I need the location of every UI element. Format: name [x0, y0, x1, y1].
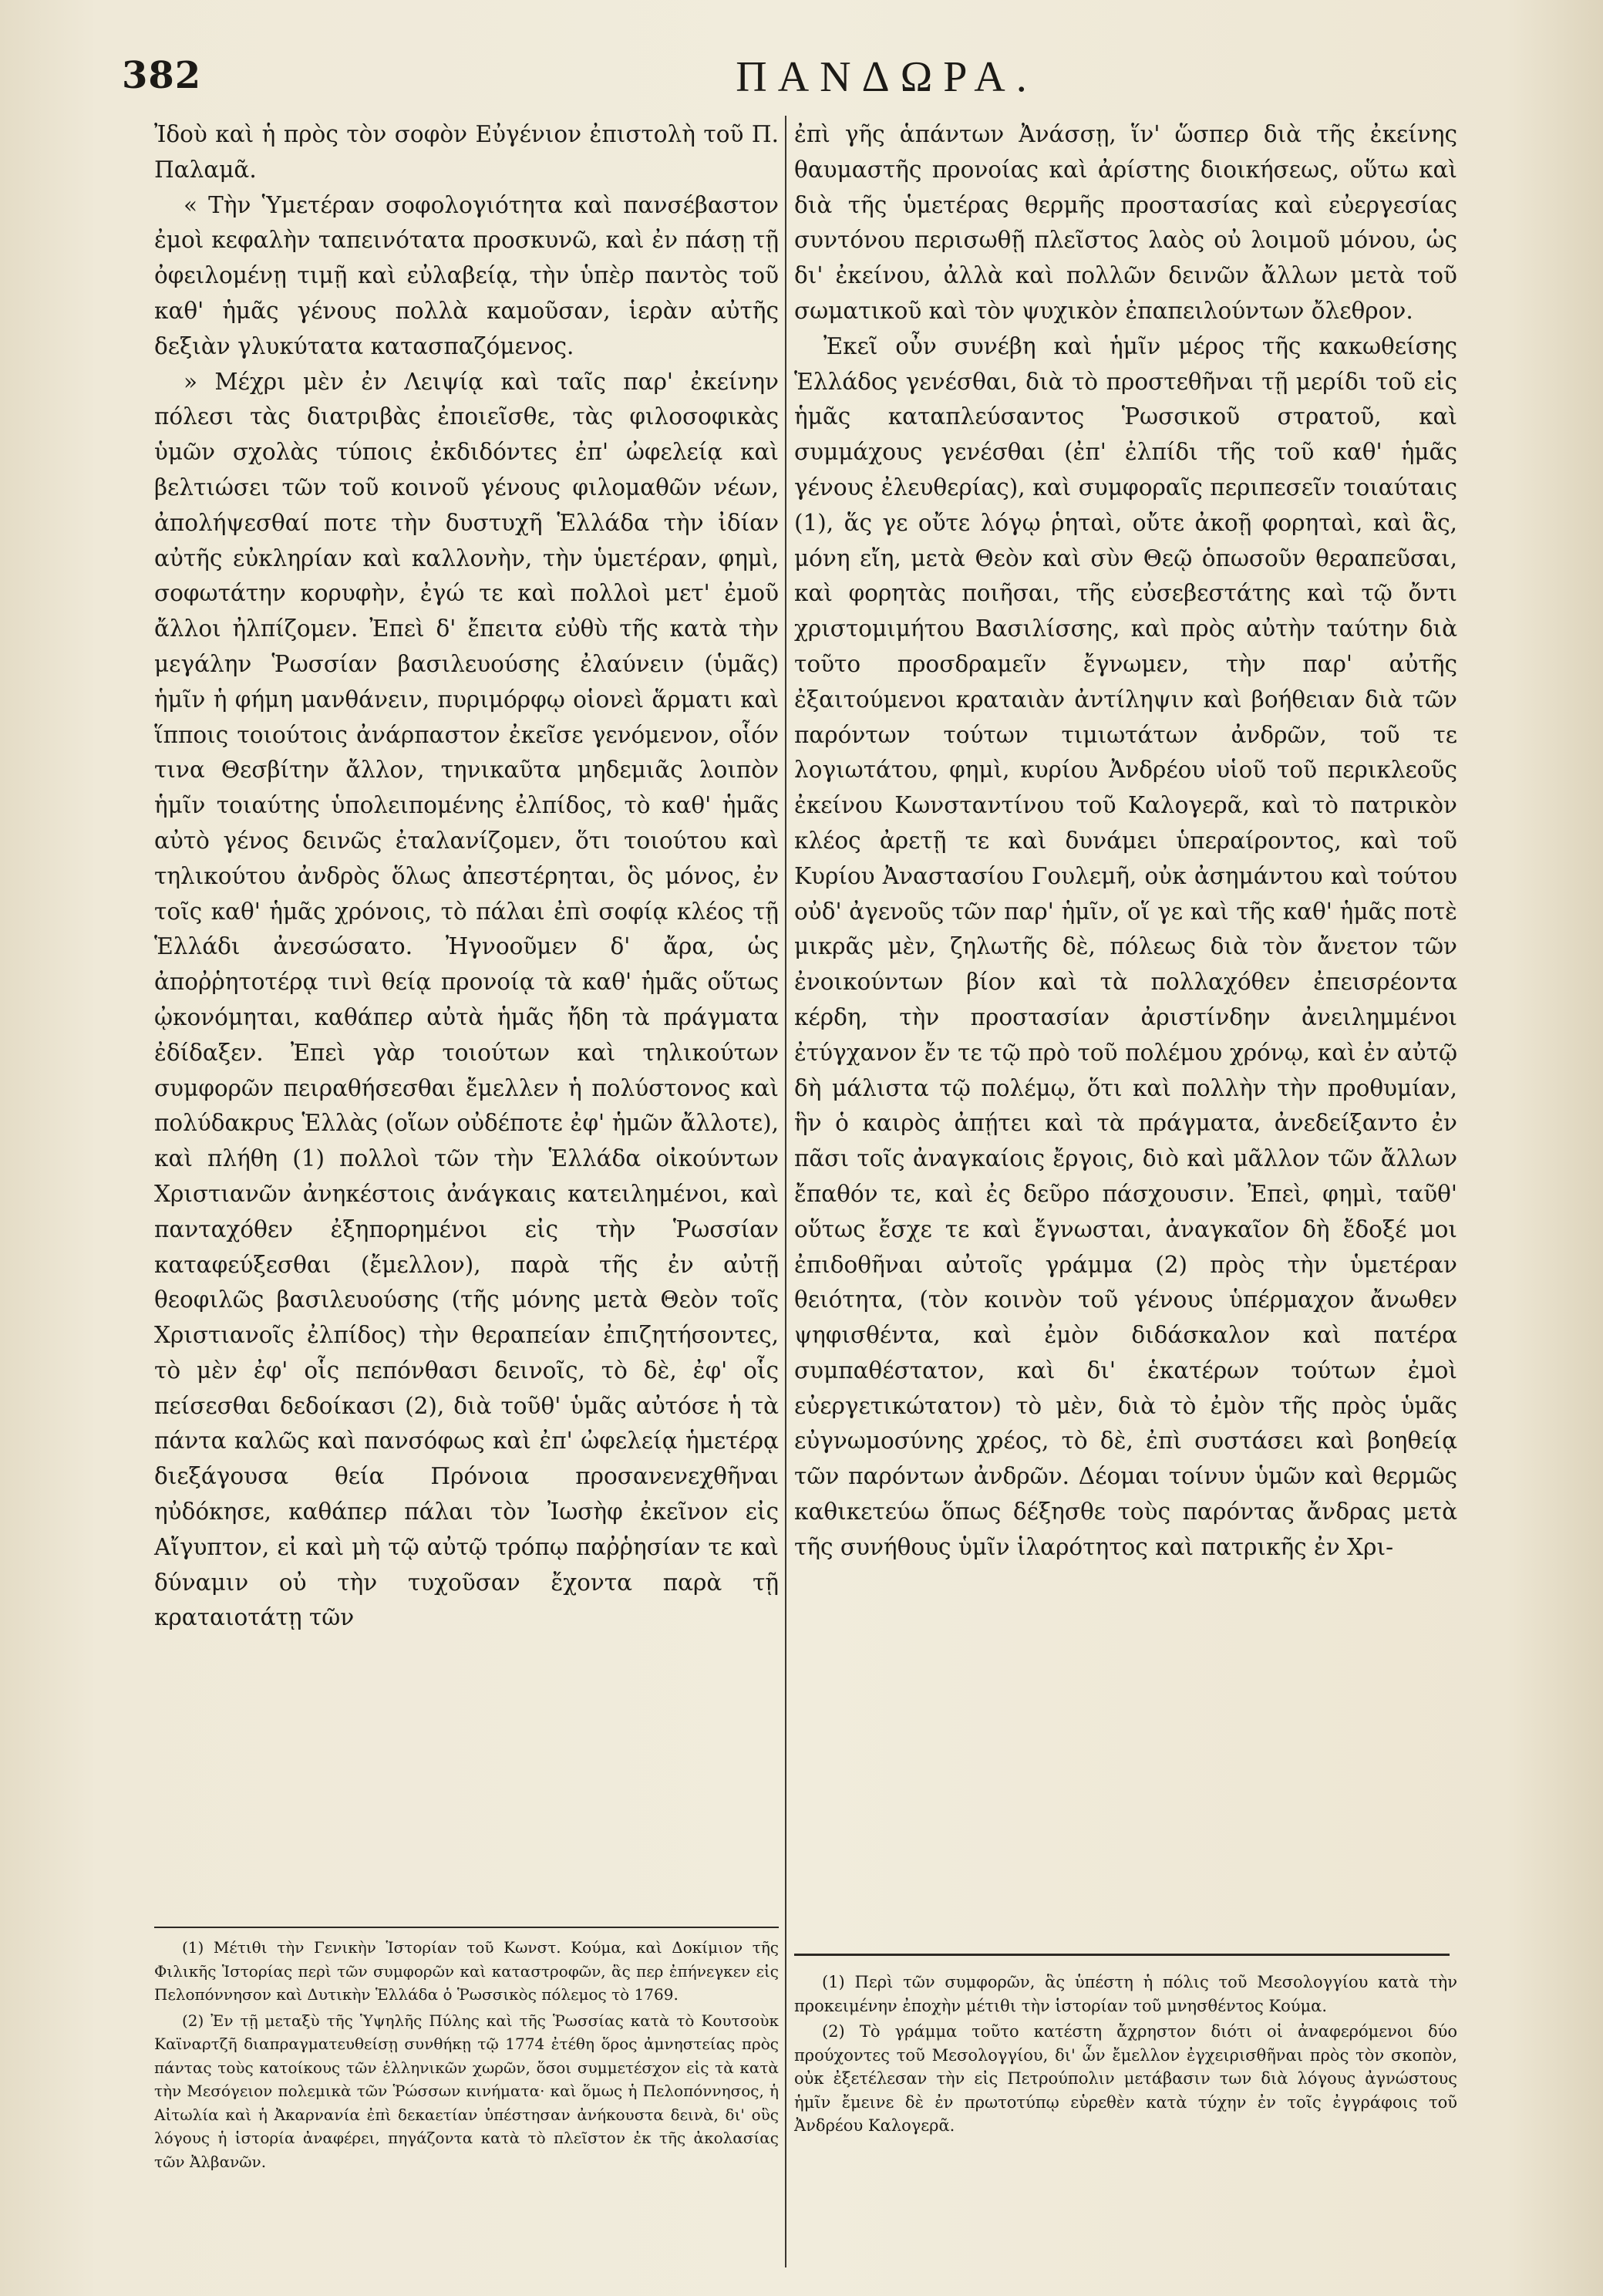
footnotes-right	[794, 1971, 1457, 2140]
footnote-rule-right	[794, 1954, 1450, 1956]
left-column	[154, 117, 779, 1636]
page-number: 382	[122, 54, 202, 97]
left-paragraph-2: « Τὴν Ὑμετέραν σοφολογιότητα καὶ πανσέβαστον ἐμοὶ κεφαλὴν ταπεινότατα προσκυνῶ, καὶ ἐν πάσῃ τῇ ὀφειλομένῃ τιμῇ καὶ εὐλαβείᾳ, τὴν ὑπὲρ παντὸς τοῦ καθ' ἡμᾶς γένους πολλὰ καμοῦσαν, ἱερὰν αὐτῆς δεξιὰν γλυκύτατα κατασπαζόμενος.	[154, 191, 779, 359]
left-paragraph-3: » Μέχρι μὲν ἐν Λειψίᾳ καὶ ταῖς παρ' ἐκείνην πόλεσι τὰς διατριβὰς ἐποιεῖσθε, τὰς φιλοσοφικὰς ὑμῶν σχολὰς τύποις ἐκδιδόντες ἐπ' ὠφελείᾳ καὶ βελτιώσει τῶν τοῦ κοινοῦ γένους φιλομαθῶν νέων, ἀπολήψεσθαί ποτε τὴν δυστυχῆ Ἑλλάδα τὴν ἰδίαν αὐτῆς εὐκληρίαν καὶ καλλονὴν, τὴν ὑμετέραν, φημὶ, σοφωτάτην κορυφὴν, ἐγώ τε καὶ πολλοὶ μετ' ἐμοῦ ἄλλοι ἠλπίζομεν. Ἐπεὶ δ' ἔπειτα εὐθὺ τῆς κατὰ τὴν μεγάλην Ῥωσσίαν βασιλευούσης ἐλαύνειν (ὑμᾶς) ἡμῖν ἡ φήμη μανθάνειν, πυριμόρφῳ οἱονεὶ ἅρματι καὶ ἵπποις τοιούτοις ἀνάρπαστον ἐκεῖσε γενόμενον, οἷόν τινα Θεσβίτην ἄλλον, τηνικαῦτα μηδεμιᾶς λοιπὸν ἡμῖν τοιαύτης ὑπολειπομένης ἐλπίδος, τὸ καθ' ἡμᾶς αὐτὸ γένος δεινῶς ἐταλανίζομεν, ὅτι τοιούτου καὶ τηλικούτου ἀνδρὸς ὅλως ἀπεστέρηται, ὃς μόνος, ἐν τοῖς καθ' ἡμᾶς χρόνοις, τὸ πάλαι ἐπὶ σοφίᾳ κλέος τῇ Ἑλλάδι ἀνεσώσατο. Ἠγνοοῦμεν δ' ἄρα, ὡς ἀποῤῥητοτέρᾳ τινὶ θείᾳ προνοίᾳ τὰ καθ' ἡμᾶς οὕτως ᾠκονόμηται, καθάπερ αὐτὰ ἡμᾶς ἤδη τὰ πράγματα ἐδίδαξεν. Ἐπεὶ γὰρ τοιούτων καὶ τηλικούτων συμφορῶν πειραθήσεσθαι ἔμελλεν ἡ πολύστονος καὶ πολύδακρυς Ἑλλὰς (οἵων οὐδέποτε ἐφ' ἡμῶν ἄλλοτε), καὶ πλήθη (1) πολλοὶ τῶν τὴν Ἑλλάδα οἰκούντων Χριστιανῶν ἀνηκέστοις ἀνάγκαις κατειλημένοι, καὶ πανταχόθεν ἐξηπορημένοι εἰς τὴν Ῥωσσίαν καταφεύξεσθαι (ἔμελλον), παρὰ τῆς ἐν αὐτῇ θεοφιλῶς βασιλευούσης (τῆς μόνης μετὰ Θεὸν τοῖς Χριστιανοῖς ἐλπίδος) τὴν θεραπείαν ἐπιζητήσοντες, τὸ μὲν ἐφ' οἷς πεπόνθασι δεινοῖς, τὸ δὲ, ἐφ' οἷς πείσεσθαι δεδοίκασι (2), διὰ τοῦθ' ὑμᾶς αὐτόσε ἡ τὰ πάντα καλῶς καὶ πανσόφως καὶ ἐπ' ὠφελείᾳ ἡμετέρᾳ διεξάγουσα θεία Πρόνοια προσανενεχθῆναι ηὐδόκησε, καθάπερ πάλαι τὸν Ἰωσὴφ ἐκεῖνον εἰς Αἴγυπτον, εἰ καὶ μὴ τῷ αὐτῷ τρόπῳ παῤῥησίαν τε καὶ δύναμιν οὐ τὴν τυχοῦσαν ἔχοντα παρὰ τῇ κραταιοτάτῃ τῶν	[154, 368, 779, 1631]
footnote-rule-left	[154, 1927, 779, 1928]
page-header	[116, 48, 1565, 110]
running-title: ΠΑΝΔΩΡΑ.	[736, 53, 1038, 101]
footnote-right-2: (2) Τὸ γράμμα τοῦτο κατέστη ἄχρηστον διότι οἱ ἀναφερόμενοι δύο προύχοντες τοῦ Μεσολογγίου, δι' ὧν ἔμελλον ἐγχειρισθῆναι πρὸς τὸν σκοπὸν, οὐκ ἐξετέλεσαν τὴν εἰς Πετρούπολιν μετάβασιν των διὰ λόγους ἀγνώστους ἡμῖν ἔμεινε δὲ ἐν πρωτοτύπῳ εὑρεθὲν κατὰ τύχην ἐν τοῖς ἐγγράφοις τοῦ Ἀνδρέου Καλογερᾶ.	[794, 2022, 1457, 2135]
footnote-left-1: (1) Μέτιθι τὴν Γενικὴν Ἱστορίαν τοῦ Κωνστ. Κούμα, καὶ Δοκίμιον τῆς Φιλικῆς Ἱστορίας περὶ τῶν συμφορῶν καὶ καταστροφῶν, ἃς περ ἐπήνεγκεν εἰς Πελοπόννησον καὶ Δυτικὴν Ἑλλάδα ὁ Ῥωσσικὸς πόλεμος τὸ 1769.	[154, 1938, 779, 2004]
footnote-left-2: (2) Ἐν τῇ μεταξὺ τῆς Ὑψηλῆς Πύλης καὶ τῆς Ῥωσσίας κατὰ τὸ Κουτσοὺκ Καϊναρτζῆ διαπραγματευθείσῃ συνθήκῃ τῷ 1774 ἐτέθη ὅρος ἀμνηστείας πρὸς πάντας τοὺς κατοίκους τῶν ἑλληνικῶν χωρῶν, ὅσοι συμμετέσχον εἰς τὰ κατὰ τὴν Μεσόγειον πολεμικὰ τῶν Ῥώσσων κινήματα· καὶ ὅμως ἡ Πελοπόννησος, ἡ Αἰτωλία καὶ ἡ Ἀκαρνανία ἐπὶ δεκαετίαν ὑπέστησαν ἀνήκουστα δεινὰ, δι' οὓς λόγους ἡ ἱστορία ἀναφέρει, πηγάζοντα κατὰ τὸ πλεῖστον ἐκ τῆς ἀκολασίας τῶν Ἀλβανῶν.	[154, 2011, 779, 2171]
left-paragraph-1: Ἰδοὺ καὶ ἡ πρὸς τὸν σοφὸν Εὐγένιον ἐπιστολὴ τοῦ Π. Παλαμᾶ.	[154, 121, 779, 183]
right-paragraph-1: ἐπὶ γῆς ἁπάντων Ἀνάσσῃ, ἵν' ὥσπερ διὰ τῆς ἐκείνης θαυμαστῆς προνοίας καὶ ἀρίστης διοικήσεως, οὕτω καὶ διὰ τῆς ὑμετέρας θερμῆς προστασίας καὶ εὐεργεσίας συντόνου περισωθῇ πλεῖστος λαὸς οὐ λοιμοῦ μόνου, ὡς δι' ἐκείνου, ἀλλὰ καὶ πολλῶν δεινῶν ἄλλων μετὰ τοῦ σωματικοῦ καὶ τὸν ψυχικὸν ἐπαπειλούντων ὄλεθρον.	[794, 121, 1457, 324]
footnote-right-1: (1) Περὶ τῶν συμφορῶν, ἃς ὑπέστη ἡ πόλις τοῦ Μεσολογγίου κατὰ τὴν προκειμένην ἐποχὴν μέτιθι τὴν ἱστορίαν τοῦ μνησθέντος Κούμα.	[794, 1973, 1457, 2015]
right-paragraph-2: Ἐκεῖ οὖν συνέβη καὶ ἡμῖν μέρος τῆς κακωθείσης Ἑλλάδος γενέσθαι, διὰ τὸ προστεθῆναι τῇ μερίδι τοῦ εἰς ἡμᾶς καταπλεύσαντος Ῥωσσικοῦ στρατοῦ, καὶ συμμάχους γενέσθαι (ἐπ' ἐλπίδι τῆς τοῦ καθ' ἡμᾶς γένους ἐλευθερίας), καὶ συμφοραῖς περιπεσεῖν τοιαύταις (1), ἅς γε οὔτε λόγῳ ῥηταὶ, οὔτε ἀκοῇ φορηταὶ, καὶ ἃς, μόνη εἴη, μετὰ Θεὸν καὶ σὺν Θεῷ ὁπωσοῦν θεραπεῦσαι, καὶ φορητὰς ποιῆσαι, τῆς εὐσεβεστάτης καὶ τῷ ὄντι χριστομιμήτου Βασιλίσσης, καὶ πρὸς αὐτὴν ταύτην διὰ τοῦτο προσδραμεῖν ἔγνωμεν, τὴν παρ' αὐτῆς ἐξαιτούμενοι κραταιὰν ἀντίληψιν καὶ βοήθειαν διὰ τῶν παρόντων τούτων τιμιωτάτων ἀνδρῶν, τοῦ τε λογιωτάτου, φημὶ, κυρίου Ἀνδρέου υἱοῦ τοῦ περικλεοῦς ἐκείνου Κωνσταντίνου τοῦ Καλογερᾶ, καὶ τὸ πατρικὸν κλέος ἀρετῇ τε καὶ δυνάμει ὑπεραίροντος, καὶ τοῦ Κυρίου Ἀναστασίου Γουλεμῆ, οὐκ ἀσημάντου καὶ τούτου οὐδ' ἀγενοῦς τῶν παρ' ἡμῖν, οἵ γε καὶ τῆς καθ' ἡμᾶς ποτὲ μικρᾶς μὲν, ζηλωτῆς δὲ, πόλεως διὰ τὸν ἄνετον τῶν ἐνοικούντων βίον καὶ τὰ πολλαχόθεν ἐπεισρέοντα κέρδη, τὴν προστασίαν ἀριστίνδην ἀνειλημμένοι ἐτύγχανον ἔν τε τῷ πρὸ τοῦ πολέμου χρόνῳ, καὶ ἐν αὐτῷ δὴ μάλιστα τῷ πολέμῳ, ὅτι καὶ πολλὴν τὴν προθυμίαν, ἣν ὁ καιρὸς ἀπῄτει καὶ τὰ πράγματα, ἀνεδείξαντο ἐν πᾶσι τοῖς ἀναγκαίοις ἔργοις, διὸ καὶ μᾶλλον τῶν ἄλλων ἔπαθόν τε, καὶ ἐς δεῦρο πάσχουσιν. Ἐπεὶ, φημὶ, ταῦθ' οὕτως ἔσχε τε καὶ ἔγνωσται, ἀναγκαῖον δὴ ἔδοξέ μοι ἐπιδοθῆναι αὐτοῖς γράμμα (2) πρὸς τὴν ὑμετέραν θειότητα, (τὸν κοινὸν τοῦ γένους ὑπέρμαχον ἄνωθεν ψηφισθέντα, καὶ ἐμὸν διδάσκαλον καὶ πατέρα συμπαθέστατον, καὶ δι' ἑκατέρων τούτων ἐμοὶ εὐεργετικώτατον) τὸ μὲν, διὰ τὸ ἐμὸν τῆς πρὸς ὑμᾶς εὐγνωμοσύνης χρέος, τὸ δὲ, ἐπὶ συστάσει καὶ βοηθείᾳ τῶν παρόντων ἀνδρῶν. Δέομαι τοίνυν ὑμῶν καὶ θερμῶς καθικετεύω ὅπως δέξησθε τοὺς παρόντας ἄνδρας μετὰ τῆς συνήθους ὑμῖν ἱλαρότητος καὶ πατρικῆς ἐν Χρι-	[794, 332, 1457, 1560]
column-divider	[785, 116, 786, 2267]
footnotes-left	[154, 1936, 779, 2176]
right-column	[794, 117, 1457, 1566]
